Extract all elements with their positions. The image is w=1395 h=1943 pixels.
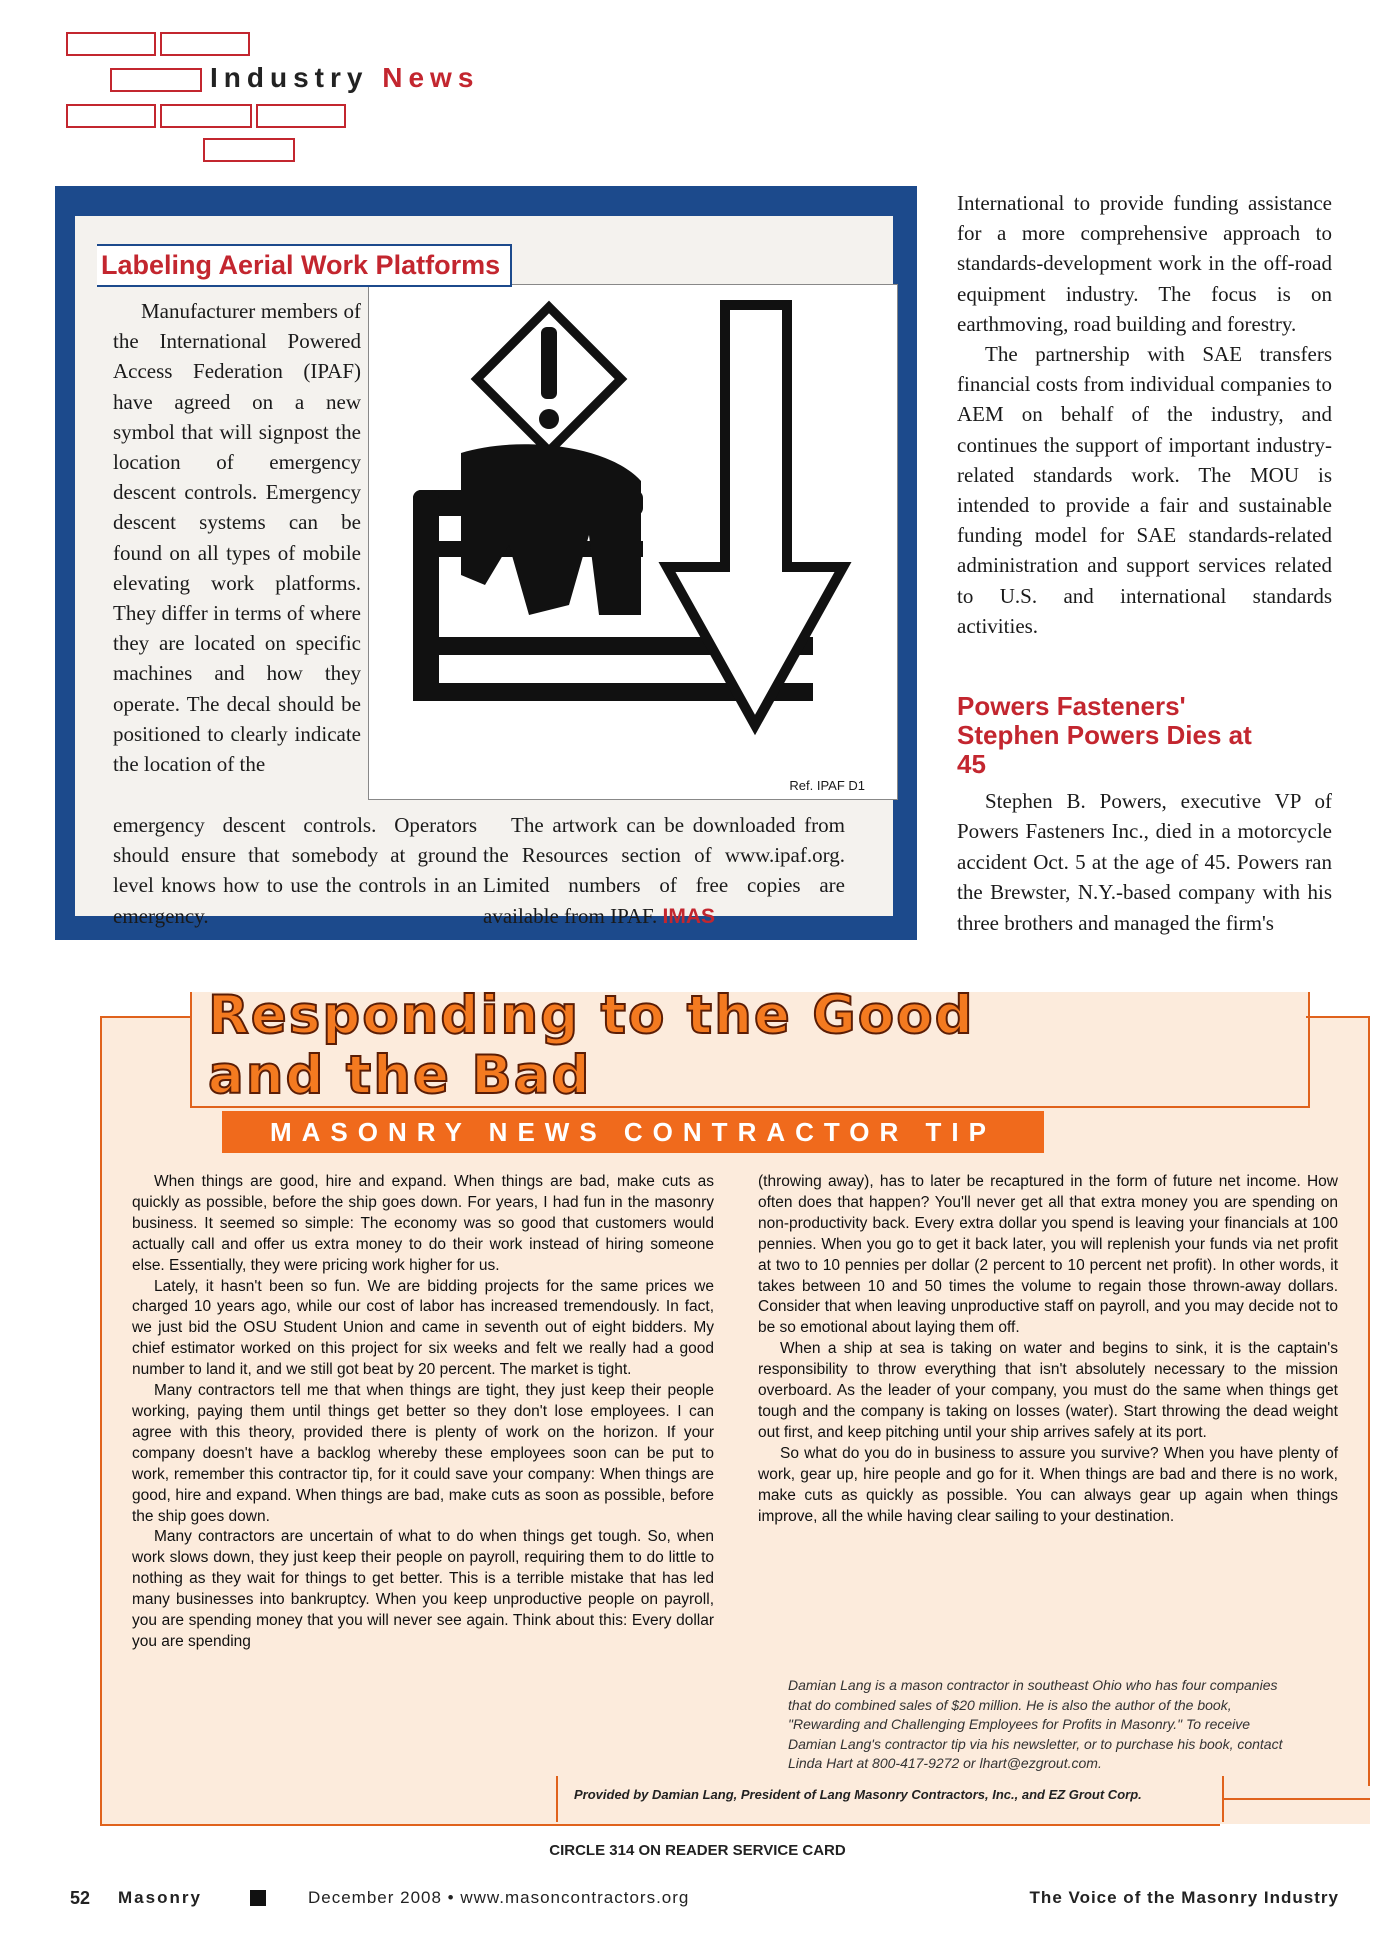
- sidebar-text-c: [483, 810, 845, 932]
- header-brick: [256, 104, 346, 128]
- tip-left-paragraph: Many contractors are uncertain of what to do when things get tough. So, when work slows down, they just keep their people on payroll, requiring them to do little to nothing as they wait for things to get better. This is a terrible mistake that has led many businesses into bankruptcy. When you keep unproductive people on payroll, you are spending money that you will never see again. Think about this: Every dollar you are spending: [132, 1528, 714, 1650]
- sidebar-title: Labeling Aerial Work Platforms: [97, 244, 512, 287]
- header-brick: [203, 138, 295, 162]
- section-heading: [210, 62, 479, 94]
- section-heading-b: News: [382, 62, 480, 93]
- tip-left-paragraph: Lately, it hasn't been so fun. We are bidding projects for the same prices we charged 10 years ago, while our cost of labor has increased tremendously. In fact, we just bid the OSU Student Union and came in seventh out of eight bidders. My chief estimator worked on this project for six weeks and felt we really had a good number to land it, and we still got beat by 20 percent. The market is tight.: [132, 1277, 714, 1379]
- end-mark: IMAS: [662, 904, 716, 928]
- tip-right-paragraph: (throwing away), has to later be recaptured in the form of future net income. How often does that happen? You'll never get all that extra money you are spending on non-productivity back. Every extra dollar you spend is leaving your financials at 100 pennies. When you go to get it back later, you will replenish your funds via net profit at two to 10 pennies per dollar (2 percent to 10 percent net profit). In other words, it takes between 10 and 50 times the volume to regain those thrown-away dollars. Consider that when leaving unproductive staff on payroll, and you may decide not to be so emotional about laying them off.: [758, 1173, 1338, 1337]
- powers-headline: Powers Fasteners' Stephen Powers Dies at 45: [957, 691, 1252, 779]
- tip-frame-right-side: [1368, 1016, 1370, 1786]
- figure-reference: Ref. IPAF D1: [789, 778, 865, 793]
- provided-by-credit: Provided by Damian Lang, President of Lang Masonry Contractors, Inc., and EZ Grout Corp.: [574, 1787, 1142, 1802]
- header-brick: [160, 32, 250, 56]
- magazine-name: Masonry: [118, 1888, 202, 1907]
- footer-tagline: The Voice of the Masonry Industry: [1029, 1888, 1339, 1907]
- tip-right-paragraph: When a ship at sea is taking on water and begins to sink, it is the captain's responsibility to throw everything that isn't absolutely necessary to the mission overboard. As the leader of your company, you must do the same when things get tough and the company is taking on losses (water). Start throwing the dead weight out first, and keep pitching until your ship arrives safely at its port.: [758, 1340, 1338, 1441]
- header-brick: [160, 104, 252, 128]
- header-brick: [110, 68, 202, 92]
- header-brick: [66, 32, 156, 56]
- right-paragraph-2: The partnership with SAE transfers financial costs from individual companies to AEM on behalf of the industry, and continues the support of important industry-related standards work. The MOU is intended to provide a fair and sustainable funding model for SAE standards-related administration and support services related to U.S. and international standards activities.: [957, 342, 1332, 638]
- reader-service-note: CIRCLE 314 ON READER SERVICE CARD: [549, 1842, 846, 1859]
- tip-right-column: [758, 1172, 1338, 1527]
- tip-frame-left: [100, 1016, 190, 1018]
- tip-frame-right: [1306, 1016, 1370, 1018]
- tip-left-paragraph: Many contractors tell me that when things are tight, they just keep their people working, paying them until things get better so they don't lose employees. I can agree with this theory, provided there is plenty of work on the horizon. If your company doesn't have a backlog whereby these employees soon can be put to work, remember this contractor tip, for it could save your company: When things are good, hire and expand. When things are bad, make cuts as soon as possible, before the ship goes down.: [132, 1382, 714, 1525]
- ipaf-symbol-figure: [368, 284, 898, 800]
- sidebar-text-a-content: Manufacturer members of the International Powered Access Federation (IPAF) have agreed on a new symbol that will signpost the location of emergency descent controls. Emergency descent systems can be found on all types of mobile elevating work platforms. They differ in terms of where they are located on specific machines and how they operate. The decal should be positioned to clearly indicate the location of the: [113, 299, 361, 777]
- tip-frame-bottom: [100, 1824, 1220, 1826]
- author-bio: Damian Lang is a mason contractor in southeast Ohio who has four companies that do combined sales of $20 million. He is also the author of the book, "Rewarding and Challenging Employees for Profits in Masonry." To receive Damian Lang's contractor tip via his newsletter, or to purchase his book, contact Linda Hart at 800-417-9272 or lhart@ezgrout.com.: [788, 1677, 1283, 1771]
- sidebar-text-b: emergency descent controls. Operators should ensure that somebody at ground level knows how to use the controls in an emergency.: [113, 813, 477, 928]
- tip-title: [208, 986, 975, 1106]
- header-brick: [66, 104, 156, 128]
- emergency-descent-icon: [369, 285, 897, 799]
- footer-square: [250, 1890, 266, 1906]
- tip-subtitle: MASONRY NEWS CONTRACTOR TIP: [222, 1111, 1044, 1153]
- section-heading-a: Industry: [210, 62, 369, 93]
- right-paragraph-1: International to provide funding assistance for a more comprehensive approach to standards-development work in the off-road equipment industry. The focus is on earthmoving, road building and forestry.: [957, 191, 1332, 336]
- issue-date-url: December 2008 • www.masoncontractors.org: [308, 1888, 690, 1907]
- tip-frame-credit-line: [1222, 1798, 1370, 1800]
- tip-title-line-2: and the Bad: [208, 1045, 592, 1106]
- tip-left-paragraph: When things are good, hire and expand. When things are bad, make cuts as quickly as possible, before the ship goes down. For years, I had fun in the masonry business. It seemed so simple: The economy was so good that customers would actually call and offer us extra money to do their work instead of hiring someone else. Essentially, they were pricing work higher for us.: [132, 1173, 714, 1274]
- powers-paragraph: Stephen B. Powers, executive VP of Powers Fasteners Inc., died in a motorcycle accident Oct. 5 at the age of 45. Powers ran the Brewster, N.Y.-based company with his three brothers and managed the firm's: [957, 789, 1332, 935]
- sidebar-text-c-content: The artwork can be downloaded from the Resources section of www.ipaf.org. Limited numbers of free copies are available from IPAF.: [483, 813, 845, 928]
- sidebar-text-a: [113, 296, 361, 779]
- sidebar-box: [55, 186, 917, 940]
- page-number: 52: [70, 1888, 91, 1908]
- tip-left-column: [132, 1172, 714, 1653]
- tip-frame-bottom-left: [100, 1016, 102, 1824]
- sidebar-panel: [75, 216, 893, 928]
- right-column: [957, 188, 1332, 641]
- tip-title-line-1: Responding to the Good: [208, 985, 975, 1046]
- tip-right-paragraph: So what do you do in business to assure you survive? When you have plenty of work, gear up, hire people and go for it. When things are bad and there is no work, make cuts as quickly as possible. You can always gear up again when things improve, all the while having clear sailing to your destination.: [758, 1444, 1338, 1525]
